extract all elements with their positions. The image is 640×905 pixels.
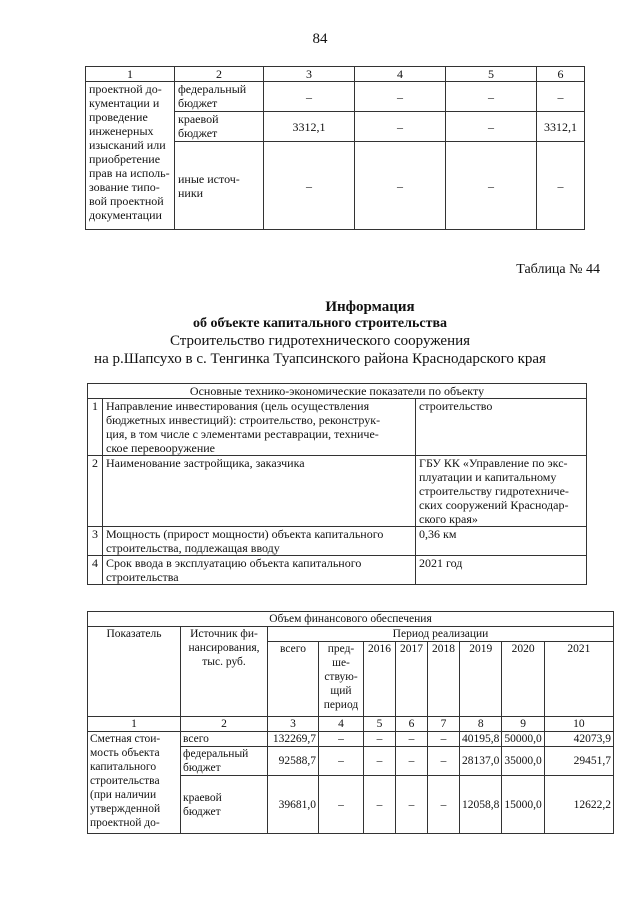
finance-table <box>87 611 614 834</box>
value-cell: – <box>446 112 537 142</box>
title-line-2: об объекте капитального строительства <box>192 316 448 331</box>
finance-title: Объем финансового обеспечения <box>88 612 614 627</box>
indicator-value: ГБУ КК «Управление по экс- плуатации и капитальному строительству гидротехниче- ских сооружений Краснодар- ского края» <box>416 456 587 527</box>
value-cell: – <box>364 732 396 747</box>
col-number: 7 <box>428 717 460 732</box>
col-number: 8 <box>460 717 502 732</box>
col-indicator: Показатель <box>88 627 181 717</box>
header-cell: 2 <box>175 67 264 82</box>
source-cell: федеральный бюджет <box>181 747 268 776</box>
column-numbers-row <box>88 717 614 732</box>
header-cell: 6 <box>537 67 585 82</box>
value-cell: – <box>319 776 364 834</box>
col-source: Источник фи- нансирования, тыс. руб. <box>181 627 268 717</box>
col-period: Период реализации <box>268 627 614 642</box>
col-total: всего <box>268 642 319 717</box>
source-cell: краевой бюджет <box>175 112 264 142</box>
value-cell: 12058,8 <box>460 776 502 834</box>
col-number: 2 <box>181 717 268 732</box>
table-row <box>86 82 585 112</box>
row-number: 3 <box>88 527 103 556</box>
value-cell: 40195,8 <box>460 732 502 747</box>
row-number: 4 <box>88 556 103 585</box>
value-cell: – <box>364 747 396 776</box>
col-number: 3 <box>268 717 319 732</box>
value-cell: – <box>446 142 537 230</box>
value-cell: 42073,9 <box>544 732 613 747</box>
value-cell: 15000,0 <box>502 776 544 834</box>
row-number: 1 <box>88 399 103 456</box>
page-number: 84 <box>312 31 328 47</box>
value-cell: 92588,7 <box>268 747 319 776</box>
col-year: 2017 <box>396 642 428 717</box>
indicator-cell: Сметная стои- мость объекта капитального строительства (при наличии утвержденной проектной до- <box>88 732 181 834</box>
col-number: 1 <box>88 717 181 732</box>
value-cell: – <box>364 776 396 834</box>
value-cell: 35000,0 <box>502 747 544 776</box>
value-cell: 39681,0 <box>268 776 319 834</box>
value-cell: – <box>264 142 355 230</box>
header-cell: 4 <box>355 67 446 82</box>
indicator-value: 0,36 км <box>416 527 587 556</box>
value-cell: 3312,1 <box>537 112 585 142</box>
table-number: Таблица № 44 <box>516 262 600 277</box>
value-cell: – <box>355 112 446 142</box>
value-cell: – <box>355 142 446 230</box>
continuation-table <box>85 66 585 230</box>
title-line-4: на р.Шапсухо в с. Тенгинка Туапсинского района Краснодарского края <box>94 351 546 367</box>
value-cell: – <box>537 82 585 112</box>
col-year: 2020 <box>502 642 544 717</box>
value-cell: 12622,2 <box>544 776 613 834</box>
value-cell: – <box>446 82 537 112</box>
indicator-name: Направление инвестирования (цель осуществления бюджетных инвестиций): строительство, реконструк- ция, в том числе с элементами реставрации, техниче- ское перевооружение <box>103 399 416 456</box>
row-number: 2 <box>88 456 103 527</box>
value-cell: 28137,0 <box>460 747 502 776</box>
value-cell: – <box>428 776 460 834</box>
indicators-table <box>87 383 587 585</box>
value-cell: – <box>355 82 446 112</box>
value-cell: – <box>428 747 460 776</box>
value-cell: – <box>428 732 460 747</box>
indicator-value: строительство <box>416 399 587 456</box>
table-row <box>88 732 614 747</box>
table-row <box>88 527 587 556</box>
value-cell: – <box>396 747 428 776</box>
col-number: 4 <box>319 717 364 732</box>
table-header-row <box>86 67 585 82</box>
source-cell: иные источ- ники <box>175 142 264 230</box>
col-number: 5 <box>364 717 396 732</box>
value-cell: 132269,7 <box>268 732 319 747</box>
table-header-row <box>88 612 614 627</box>
indicator-name: Мощность (прирост мощности) объекта капитального строительства, подлежащая вводу <box>103 527 416 556</box>
table-row <box>88 399 587 456</box>
col-year: 2018 <box>428 642 460 717</box>
col-number: 10 <box>544 717 613 732</box>
col-year: 2021 <box>544 642 613 717</box>
table-header-row <box>88 384 587 399</box>
table-header-row <box>88 627 614 642</box>
value-cell: – <box>319 732 364 747</box>
source-cell: всего <box>181 732 268 747</box>
indicator-name: Наименование застройщика, заказчика <box>103 456 416 527</box>
value-cell: – <box>319 747 364 776</box>
value-cell: – <box>396 776 428 834</box>
table-row <box>88 456 587 527</box>
value-cell: – <box>264 82 355 112</box>
value-cell: – <box>396 732 428 747</box>
table-row <box>88 556 587 585</box>
source-cell: краевой бюджет <box>181 776 268 834</box>
header-cell: 5 <box>446 67 537 82</box>
value-cell: 29451,7 <box>544 747 613 776</box>
col-year: 2016 <box>364 642 396 717</box>
title-line-3: Строительство гидротехнического сооружения <box>169 333 471 349</box>
col-year: 2019 <box>460 642 502 717</box>
source-cell: федеральный бюджет <box>175 82 264 112</box>
col-previous: пред- ше- ствую- щий период <box>319 642 364 717</box>
value-cell: 50000,0 <box>502 732 544 747</box>
indicator-value: 2021 год <box>416 556 587 585</box>
header-cell: 3 <box>264 67 355 82</box>
value-cell: 3312,1 <box>264 112 355 142</box>
col-number: 9 <box>502 717 544 732</box>
title-line-1: Информация <box>325 299 415 315</box>
header-cell: 1 <box>86 67 175 82</box>
col-number: 6 <box>396 717 428 732</box>
indicators-header: Основные технико-экономические показатели по объекту <box>88 384 587 399</box>
indicator-cell: проектной до- кументации и проведение инженерных изысканий или приобретение прав на исполь- зование типо- вой проектной документации <box>86 82 175 230</box>
value-cell: – <box>537 142 585 230</box>
indicator-name: Срок ввода в эксплуатацию объекта капитального строительства <box>103 556 416 585</box>
